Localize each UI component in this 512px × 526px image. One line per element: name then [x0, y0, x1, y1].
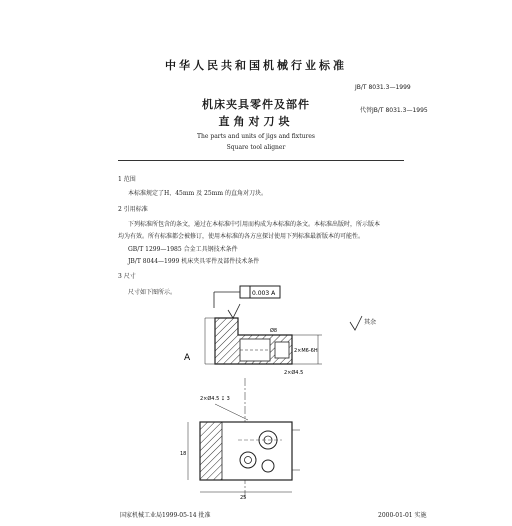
document-title-line2: 直角对刀块: [218, 115, 294, 128]
roughness-mark-icon: [228, 304, 376, 330]
dim-left: 18: [180, 451, 187, 457]
plan-dim-note: 2×Ø4.5 ↧ 3: [200, 396, 230, 402]
organization-title: 中华人民共和国机械行业标准: [165, 59, 347, 72]
replaces-standard: 代替JB/T 8031.3—1995: [360, 107, 428, 114]
section-1-heading: 1 范围: [118, 176, 136, 183]
section-2-heading: 2 引用标准: [118, 206, 148, 213]
document-title-line1: 机床夹具零件及部件: [202, 98, 310, 111]
datum-label: A: [184, 353, 191, 363]
hole-note-2: 2×M6-6H: [294, 348, 318, 354]
side-label: 其余: [364, 319, 377, 326]
section-3-heading: 3 尺寸: [118, 273, 136, 280]
english-title-line1: The parts and units of jigs and fixtures: [197, 133, 315, 140]
section-1-text: 本标准规定了H、45mm 及 25mm 的直角对刀块。: [128, 190, 267, 197]
section-2-text-1: 下列标准所包含的条文，通过在本标准中引用而构成为本标准的条文。本标准出版时，所示版本: [128, 221, 381, 228]
tolerance-frame-text: 0.003 A: [252, 290, 276, 297]
depth-note: 2×Ø4.5: [284, 370, 304, 376]
approval-note: 国家机械工业局1999-05-14 批准: [120, 512, 211, 519]
section-2-ref-1: GB/T 1299—1985 合金工具钢技术条件: [128, 246, 238, 253]
hole-note-1: Ø8: [270, 328, 278, 334]
standard-number: JB/T 8031.3—1999: [355, 84, 411, 91]
section-3-text: 尺寸如下图所示。: [128, 289, 177, 296]
side-view: [184, 318, 322, 376]
section-2-text-2: 均为有效。所有标准都会被修订，使用本标准的各方应探讨使用下列标准最新版本的可能性。: [118, 233, 365, 240]
dim-bottom: 25: [240, 495, 247, 501]
implementation-date: 2000-01-01 实施: [378, 512, 427, 519]
section-2-ref-2: JB/T 8044—1999 机床夹具零件及部件技术条件: [128, 258, 260, 265]
plan-view: [180, 395, 300, 501]
english-title-line2: Square tool aligner: [226, 144, 286, 151]
tolerance-frame: [214, 286, 280, 308]
